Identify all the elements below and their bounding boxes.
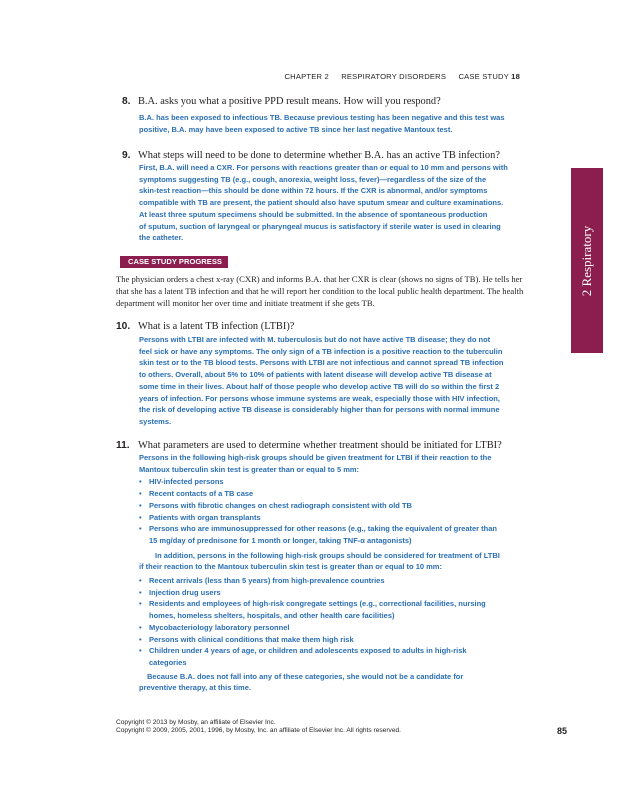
list-item-text: Children under 4 years of age, or children and adolescents exposed to adults in high-risk (149, 646, 467, 656)
high-risk-list-5mm (139, 476, 551, 546)
list-item-text: categories (149, 657, 187, 667)
case-study-progress-label: CASE STUDY PROGRESS (120, 256, 228, 268)
case-study-progress-text: The physician orders a chest x-ray (CXR) and informs B.A. that her CXR is clear (shows no signs of TB). He tells her that she has a latent TB infection and that he will report her condition to the local public health department. The health department will monitor her over time and initiate treatment if she gets TB. (116, 274, 524, 309)
answer-line: feel sick or have any symptoms. The only sign of a TB infection is a positive reaction to the tuberculin (139, 346, 503, 356)
copyright-line-2: Copyright © 2009, 2005, 2001, 1996, by Mosby, Inc. an affiliate of Elsevier Inc. All rights reserved. (116, 727, 402, 735)
answer-line: if their reaction to the Mantoux tuberculin skin test is greater than or equal to 10 mm: (139, 562, 442, 572)
answer-line: years of infection. For persons whose immune systems are weak, especially those with HIV infection, (139, 393, 500, 403)
answer-8 (139, 112, 549, 135)
list-item: • HIV-infected persons (139, 476, 551, 488)
copyright-line-1: Copyright © 2013 by Mosby, an affiliate of Elsevier Inc. (116, 719, 276, 726)
list-item-text: Residents and employees of high-risk congregate settings (e.g., correctional facilities, nursing (149, 599, 486, 609)
copyright-footer (116, 719, 401, 735)
answer-line: systems. (139, 416, 172, 426)
question-9-text: What steps will need to be done to determine whether B.A. has an active TB infection? (138, 150, 500, 161)
list-item (139, 523, 551, 546)
answer-11 (139, 452, 551, 694)
question-10-text: What is a latent TB infection (LTBI)? (138, 321, 295, 332)
list-item: • Persons with fibrotic changes on chest radiograph consistent with old TB (139, 500, 551, 512)
answer-9 (139, 162, 551, 244)
list-item: • Recent contacts of a TB case (139, 488, 551, 500)
high-risk-list-10mm (139, 575, 551, 669)
answer-line: to others. Overall, about 5% to 10% of patients with latent disease will develop active TB disease at (139, 370, 492, 380)
answer-line: symptoms suggesting TB (e.g., cough, anorexia, weight loss, fever)—regardless of the size of the (139, 174, 487, 184)
answer-line: In addition, persons in the following high-risk groups should be considered for treatment of LTBI (155, 550, 500, 560)
list-item (139, 645, 551, 668)
header-chapter: CHAPTER 2 (284, 72, 329, 81)
list-item: • Patients with organ transplants (139, 512, 551, 524)
answer-line: the catheter. (139, 233, 184, 243)
list-item: • Mycobacteriology laboratory personnel (139, 622, 551, 634)
answer-line: skin test or to the TB blood tests. Persons with LTBI are not infectious and cannot spread TB infection (139, 358, 504, 368)
list-item: • Recent arrivals (less than 5 years) from high-prevalence countries (139, 575, 551, 587)
answer-line: Persons in the following high-risk groups should be given treatment for LTBI if their reaction to the (139, 453, 492, 462)
answer-line: positive, B.A. may have been exposed to active TB since her last negative Mantoux test. (139, 124, 453, 134)
answer-line: some time in their lives. About half of those people who develop active TB will do so within the first 2 (139, 381, 500, 391)
header-case-number: 18 (511, 72, 520, 81)
answer-line: of sputum, suction of laryngeal or pharyngeal mucus is satisfactory if sterile water is used in clearing (139, 221, 501, 231)
list-item: • Injection drug users (139, 587, 551, 599)
question-9-number: 9. (122, 150, 131, 161)
list-item (139, 598, 551, 621)
answer-line: At least three sputum specimens should be submitted. In the absence of spontaneous production (139, 209, 488, 219)
answer-line: compatible with TB are present, the patient should also have sputum smear and culture examinations. (139, 198, 504, 208)
question-11-text: What parameters are used to determine whether treatment should be initiated for LTBI? (138, 440, 502, 451)
list-item: • Persons with clinical conditions that make them high risk (139, 634, 551, 646)
answer-line: preventive therapy, at this time. (139, 683, 251, 693)
side-tab-label: 2 Respiratory (579, 225, 594, 296)
header-section: RESPIRATORY DISORDERS (341, 72, 447, 81)
answer-line: the risk of developing active TB disease is considerably higher than for persons with normal immune (139, 405, 500, 415)
answer-line: Because B.A. does not fall into any of these categories, she would not be a candidate for (147, 671, 464, 681)
header-case-prefix: CASE STUDY (458, 72, 509, 81)
list-item-text: Persons who are immunosuppressed for other reasons (e.g., taking the equivalent of greater than (149, 524, 497, 534)
question-10-number: 10. (116, 321, 131, 332)
question-8-number: 8. (122, 96, 131, 107)
question-8 (122, 96, 542, 110)
answer-line: B.A. has been exposed to infectious TB. Because previous testing has been negative and this test was (139, 113, 505, 122)
question-8-text: B.A. asks you what a positive PPD result means. How will you respond? (138, 96, 441, 107)
answer-line: skin-test reaction—this should be done within 72 hours. If the CXR is abnormal, and/or symptoms (139, 186, 488, 196)
list-item-text: homes, homeless shelters, hospitals, and other health care facilities) (149, 611, 395, 621)
answer-line: First, B.A. will need a CXR. For persons with reactions greater than or equal to 10 mm and persons with (139, 163, 508, 172)
answer-line: Persons with LTBI are infected with M. tuberculosis but do not have active TB disease; they do not (139, 335, 491, 344)
question-10 (116, 321, 536, 335)
question-11-number: 11. (116, 440, 130, 451)
page-number: 85 (557, 726, 568, 736)
answer-10 (139, 334, 551, 428)
answer-line: Mantoux tuberculin skin test is greater than or equal to 5 mm: (139, 464, 360, 474)
list-item-text: 15 mg/day of prednisone for 1 month or longer, taking TNF-α antagonists) (149, 535, 412, 545)
